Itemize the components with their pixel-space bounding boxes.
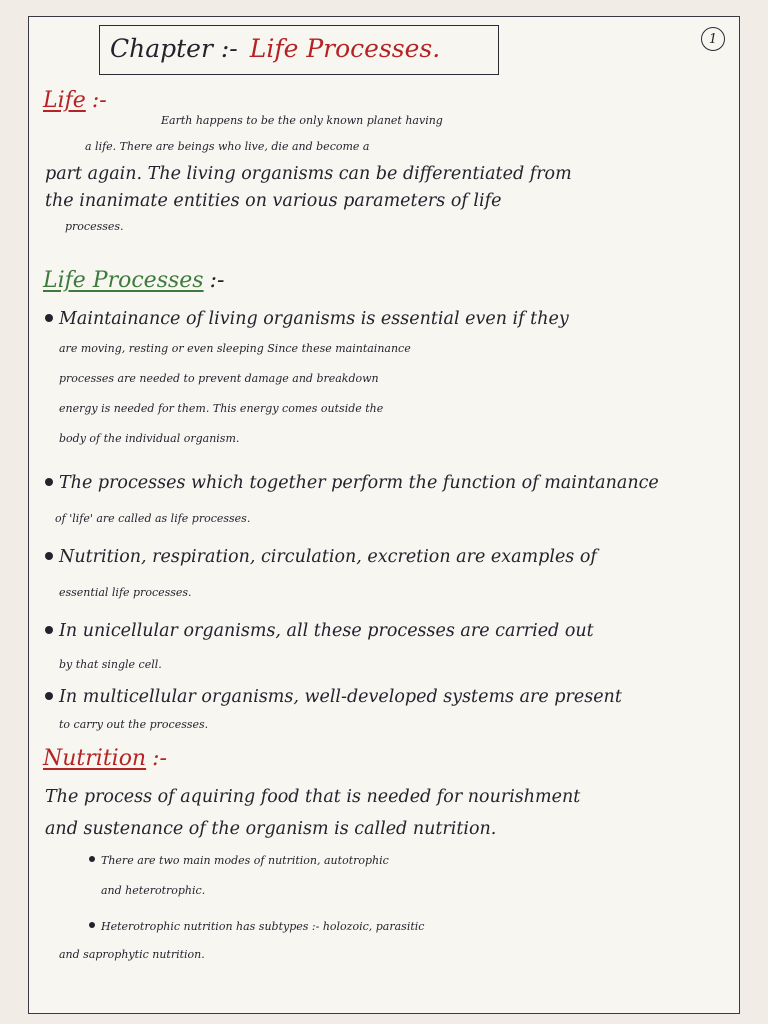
heading-life-processes-text: Life Processes (43, 268, 204, 293)
heading-nutrition-dash: :- (152, 746, 167, 771)
list-item (89, 915, 768, 939)
heading-nutrition-text: Nutrition (43, 746, 147, 771)
list-item (45, 307, 729, 331)
list-item (45, 685, 729, 709)
lp-line-2: are moving, resting or even sleeping Since these maintainance (59, 342, 411, 355)
lp-line-12: In multicellular organisms, well-developed systems are present (59, 687, 622, 707)
heading-nutrition (43, 745, 167, 773)
bullet-icon (45, 478, 53, 486)
heading-life-dash: :- (91, 88, 107, 113)
lp-line-9: essential life processes. (59, 586, 192, 599)
lp-line-13: to carry out the processes. (59, 718, 209, 731)
life-line-4: the inanimate entities on various parameters of life (45, 191, 502, 211)
chapter-title: Life Processes. (249, 34, 441, 63)
bullet-icon (45, 314, 53, 322)
life-line-3: part again. The living organisms can be differentiated from (45, 164, 572, 184)
heading-life (43, 87, 107, 115)
chapter-label: Chapter :- (110, 34, 238, 63)
heading-life-text: Life (43, 88, 86, 113)
nutrition-line-6: and saprophytic nutrition. (59, 948, 205, 961)
life-line-1: Earth happens to be the only known planet having (161, 114, 443, 127)
nutrition-line-1: The process of aquiring food that is needed for nourishment (45, 787, 581, 807)
page-number: 1 (701, 27, 725, 51)
nutrition-line-4: and heterotrophic. (101, 884, 206, 897)
lp-line-6: The processes which together perform the function of maintanance (59, 473, 659, 493)
heading-life-processes-dash: :- (209, 268, 225, 293)
lp-line-11: by that single cell. (59, 658, 162, 671)
life-line-2: a life. There are beings who live, die and become a (85, 140, 370, 153)
lp-line-5: body of the individual organism. (59, 432, 240, 445)
nutrition-line-2: and sustenance of the organism is called nutrition. (45, 819, 497, 839)
bullet-icon (45, 552, 53, 560)
bullet-icon (45, 626, 53, 634)
bullet-icon (89, 856, 95, 862)
lp-line-3: processes are needed to prevent damage and breakdown (59, 372, 379, 385)
list-item (89, 849, 768, 873)
bullet-icon (45, 692, 53, 700)
lp-line-7: of 'life' are called as life processes. (55, 512, 251, 525)
list-item (45, 619, 729, 643)
notebook-page (28, 16, 740, 1014)
chapter-title-box (99, 25, 499, 75)
lp-line-10: In unicellular organisms, all these processes are carried out (59, 621, 594, 641)
lp-line-1: Maintainance of living organisms is essential even if they (59, 309, 569, 329)
life-line-5: processes. (65, 220, 124, 233)
nutrition-line-3: There are two main modes of nutrition, autotrophic (101, 854, 389, 867)
list-item (45, 545, 729, 569)
lp-line-8: Nutrition, respiration, circulation, excretion are examples of (59, 547, 597, 567)
nutrition-line-5: Heterotrophic nutrition has subtypes :- holozoic, parasitic (101, 920, 425, 933)
heading-life-processes (43, 267, 224, 295)
lp-line-4: energy is needed for them. This energy comes outside the (59, 402, 384, 415)
bullet-icon (89, 922, 95, 928)
list-item (45, 471, 729, 495)
